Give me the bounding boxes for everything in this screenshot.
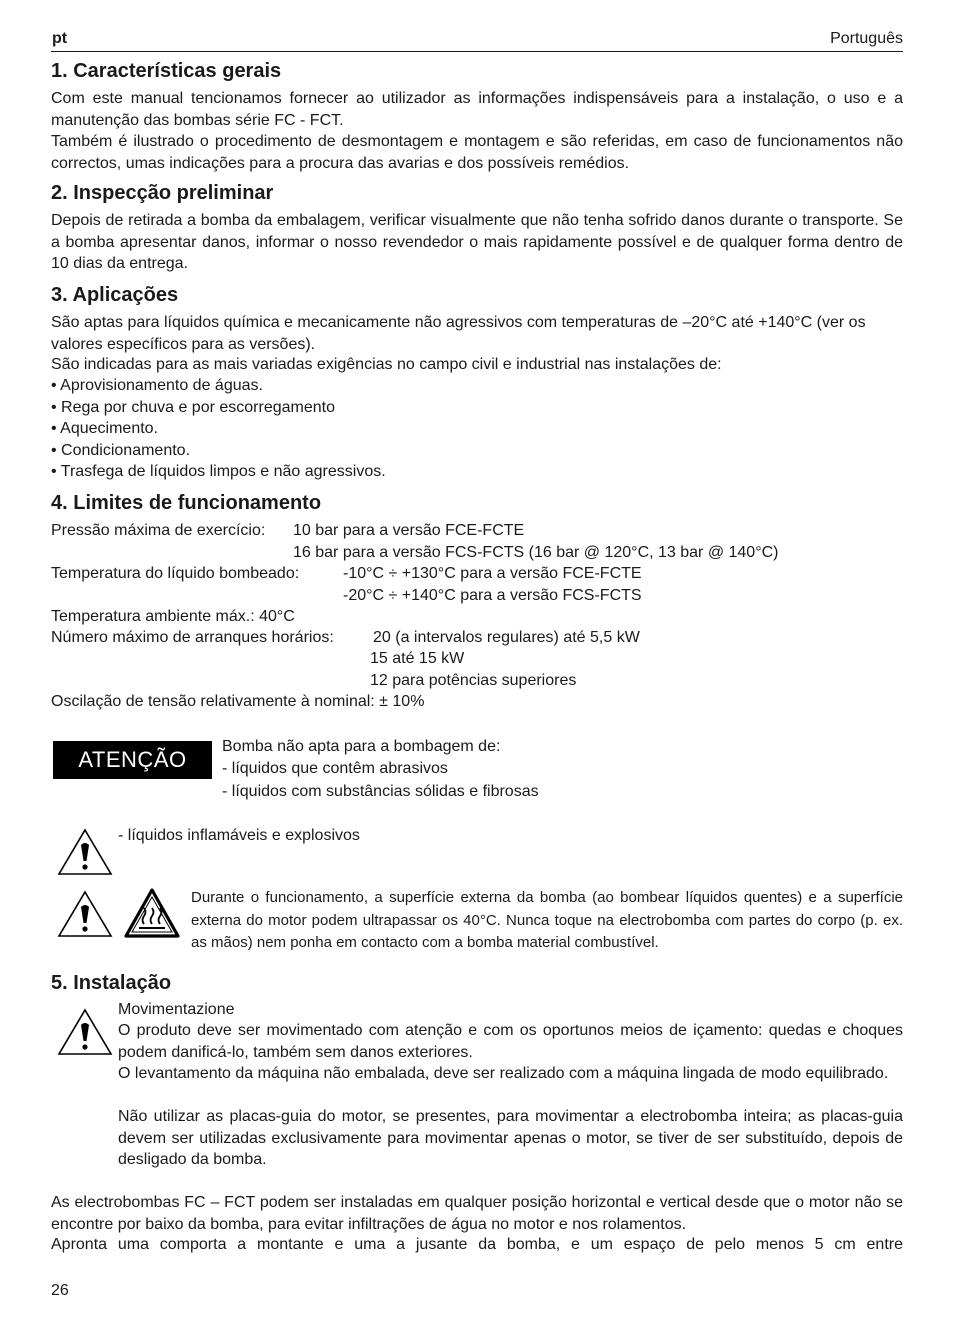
list-item: • Trasfega de líquidos limpos e não agressivos.	[51, 463, 386, 480]
attention-badge: ATENÇÃO	[53, 741, 212, 779]
general-warning-icon	[57, 890, 113, 938]
section-5-subtitle: Movimentazione	[118, 1001, 235, 1018]
section-5-paragraph-4: As electrobombas FC – FCT podem ser instaladas em qualquer posição horizontal e vertical desde que o motor não se encontre por baixo da bomba, para evitar infiltrações de água no motor e nos rolamentos.	[51, 1194, 903, 1233]
header-lang-code: pt	[52, 30, 68, 47]
section-2-title: 2. Inspecção preliminar	[51, 182, 274, 204]
starts-value-3: 12 para potências superiores	[370, 672, 577, 689]
voltage-oscillation: Oscilação de tensão relativamente à nominal: ± 10%	[51, 693, 425, 710]
temperature-value-1: -10°C ÷ +130°C para a versão FCE-FCTE	[343, 565, 642, 582]
starts-label: Número máximo de arranques horários:	[51, 629, 334, 646]
section-2-paragraph-1: Depois de retirada a bomba da embalagem, verificar visualmente que não tenha sofrido danos durante o transporte. Se a bomba apresentar danos, informar o nosso revendedor o mais rapidamente possível e de qualquer forma dentro de 10 dias da entrega.	[51, 212, 903, 272]
warning-line-4: - líquidos inflamáveis e explosivos	[118, 827, 360, 844]
warning-line-3: - líquidos com substâncias sólidas e fibrosas	[222, 783, 539, 800]
header-rule	[51, 51, 903, 52]
section-1-paragraph-1: Com este manual tencionamos fornecer ao utilizador as informações indispensáveis para a instalação, o uso e a manutenção das bombas série FC - FCT.	[51, 90, 903, 129]
section-3-paragraph-2: São indicadas para as mais variadas exigências no campo civil e industrial nas instalações de:	[51, 356, 722, 373]
hot-surface-warning: Durante o funcionamento, a superfície externa da bomba (ao bombear líquidos quentes) e a superfície externa do motor podem ultrapassar os 40°C. Nunca toque na electrobomba com partes do corpo (p. ex. as mãos) nem ponha em contacto com a bomba material combustível.	[191, 889, 903, 951]
pressure-value-2: 16 bar para a versão FCS-FCTS (16 bar @ 120°C, 13 bar @ 140°C)	[293, 544, 779, 561]
list-item: • Aprovisionamento de águas.	[51, 377, 263, 394]
section-3-title: 3. Aplicações	[51, 284, 179, 306]
section-1-title: 1. Características gerais	[51, 60, 282, 82]
section-5-paragraph-5: Apronta uma comporta a montante e uma a jusante da bomba, e um espaço de pelo menos 5 cm entre	[51, 1236, 903, 1253]
warning-line-1: Bomba não apta para a bombagem de:	[222, 738, 501, 755]
ambient-temperature: Temperatura ambiente máx.: 40°C	[51, 608, 295, 625]
section-5-paragraph-2: O levantamento da máquina não embalada, deve ser realizado com a máquina lingada de modo equilibrado.	[118, 1065, 889, 1082]
temperature-value-2: -20°C ÷ +140°C para a versão FCS-FCTS	[343, 587, 642, 604]
section-5-title: 5. Instalação	[51, 972, 172, 994]
page-number: 26	[51, 1282, 69, 1299]
hot-surface-icon	[124, 888, 180, 940]
list-item: • Aquecimento.	[51, 420, 158, 437]
section-1-paragraph-2: Também é ilustrado o procedimento de desmontagem e montagem e são referidas, em caso de funcionamentos não correctos, umas indicações para a procura das avarias e dos possíveis remédios.	[51, 133, 903, 172]
list-item: • Rega por chuva e por escorregamento	[51, 399, 335, 416]
pressure-value-1: 10 bar para a versão FCE-FCTE	[293, 522, 525, 539]
starts-value-2: 15 até 15 kW	[370, 650, 465, 667]
starts-value-1: 20 (a intervalos regulares) até 5,5 kW	[373, 629, 640, 646]
pressure-label: Pressão máxima de exercício:	[51, 522, 266, 539]
section-3-paragraph-1: São aptas para líquidos química e mecanicamente não agressivos com temperaturas de –20°C até +140°C (ver os valores específicos para as versões).	[51, 314, 866, 353]
section-4-title: 4. Limites de funcionamento	[51, 492, 322, 514]
list-item: • Condicionamento.	[51, 442, 191, 459]
temperature-label: Temperatura do líquido bombeado:	[51, 565, 300, 582]
section-5-paragraph-1: O produto deve ser movimentado com atenção e com os oportunos meios de içamento: quedas e choques podem danificá-lo, também sem danos exteriores.	[118, 1022, 903, 1061]
general-warning-icon	[57, 1008, 113, 1056]
warning-line-2: - líquidos que contêm abrasivos	[222, 760, 448, 777]
section-5-paragraph-3: Não utilizar as placas-guia do motor, se presentes, para movimentar a electrobomba inteira; as placas-guia devem ser utilizadas exclusivamente para movimentar apenas o motor, se tiver de ser substituído, depois de desligado da bomba.	[118, 1108, 903, 1168]
general-warning-icon	[57, 828, 113, 876]
header-language: Português	[830, 30, 903, 47]
